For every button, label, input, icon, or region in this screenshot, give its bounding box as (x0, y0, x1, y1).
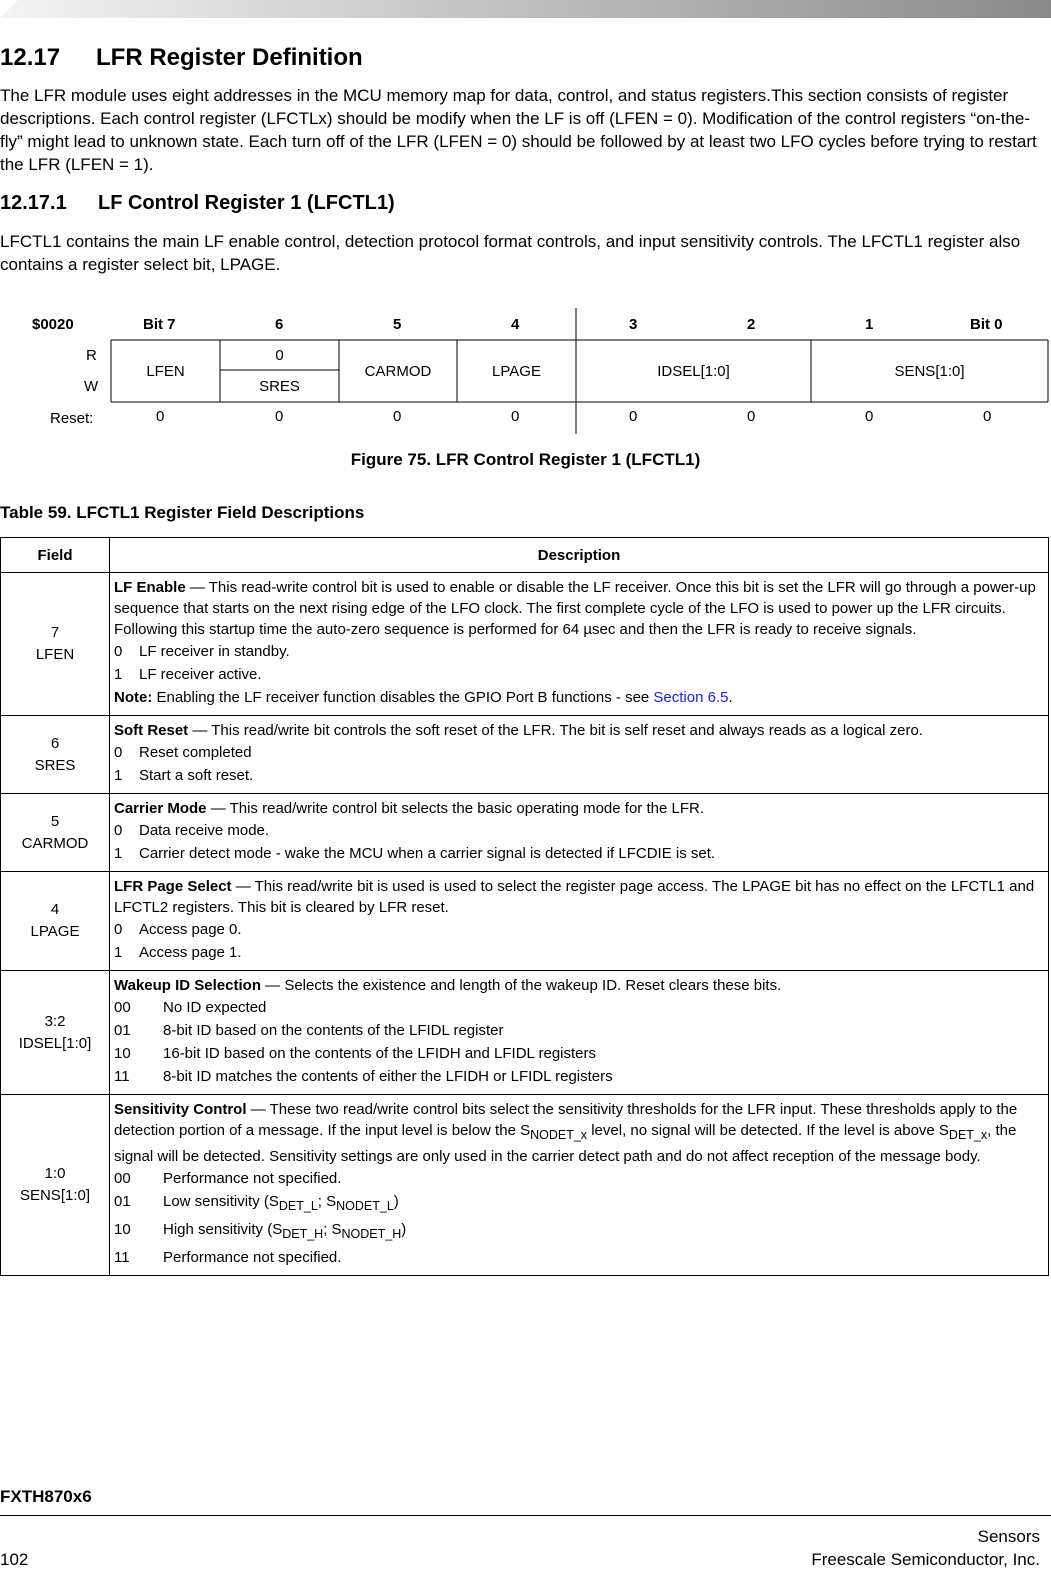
field-cell (1, 794, 110, 872)
option-item (114, 1190, 1044, 1218)
option-text: Low sensitivity ($S_{DET\_L}$; $S_{NODET\_L}$) (163, 1193, 399, 1213)
reset-bit-2: 0 (747, 408, 756, 425)
field-text: — This read/write control bit selects the basic operating mode for the LFR. (206, 800, 704, 817)
option-text: Performance not specified. (163, 1170, 342, 1187)
footer-page-number: 102 (0, 1550, 29, 1569)
section-link[interactable]: Section 6.5 (653, 689, 729, 706)
field-name: CARMOD (21, 834, 89, 852)
description-cell (110, 872, 1049, 971)
option-key: 11 (114, 1249, 130, 1266)
option-item (114, 1167, 1044, 1190)
reset-bit-1: 0 (865, 408, 874, 425)
field-text: — These two read/write control bits select the sensitivity thresholds for the LFR input. These thresholds apply to the detection portion of a message. If the input level is below the S (114, 1101, 1018, 1139)
reset-bit-4: 0 (511, 408, 520, 425)
field-text: level, no signal will be detected. If the level is above S (587, 1122, 949, 1139)
option-key: 1 (114, 845, 123, 862)
field-cell (1, 1095, 110, 1276)
field-title: Sensitivity Control (114, 1101, 247, 1118)
option-key: 10 (114, 1045, 131, 1062)
option-text: No ID expected (163, 999, 267, 1016)
option-item (114, 819, 1044, 842)
field-name: LPAGE (30, 923, 80, 940)
option-item (114, 1042, 1044, 1065)
reset-bit-0: 0 (983, 408, 992, 425)
figure-caption: Figure 75. LFR Control Register 1 (LFCTL1) (350, 450, 701, 469)
field-title: Carrier Mode (114, 800, 207, 817)
option-text: 8-bit ID based on the contents of the LFIDL register (163, 1022, 504, 1039)
description-cell (110, 794, 1049, 872)
option-key: 1 (114, 944, 123, 961)
field-cell (1, 573, 110, 716)
footer-category: Sensors (977, 1527, 1040, 1546)
option-item (114, 996, 1044, 1019)
option-item (114, 1065, 1044, 1088)
option-item (114, 741, 1044, 764)
bit-5-label: 5 (393, 316, 402, 333)
field-bit: 3:2 (44, 1012, 66, 1030)
field-text: — This read/write bit is used is used to select the register page access. The LPAGE bit has no effect on the LFCTL1 and LFCTL2 registers. This bit is cleared by LFR reset. (114, 878, 1035, 916)
footer-company: Freescale Semiconductor, Inc. (811, 1550, 1040, 1569)
description-cell (110, 573, 1049, 716)
subsection-heading: 12.17.1 LF Control Register 1 (LFCTL1) (0, 192, 395, 214)
note-end: . (728, 689, 733, 706)
subsection-paragraph: LFCTL1 contains the main LF enable control, detection protocol format controls, and input sensitivity controls. The LFCTL1 register also contains a register select bit, LPAGE. (0, 232, 1021, 274)
field-text: — This read/write bit controls the soft reset of the LFR. The bit is self reset and always reads as a logical zero. (188, 722, 923, 739)
option-text: Data receive mode. (139, 822, 270, 839)
header-bar (0, 0, 1051, 18)
field-idsel: IDSEL[1:0] (657, 362, 730, 380)
option-item (114, 842, 1044, 865)
option-key: 01 (114, 1193, 131, 1210)
reset-bit-7: 0 (156, 408, 165, 425)
option-item (114, 1246, 1044, 1269)
option-item (114, 640, 1044, 663)
option-item (114, 918, 1044, 941)
table-caption: Table 59. LFCTL1 Register Field Descriptions (0, 503, 365, 522)
option-key: 10 (114, 1221, 131, 1238)
option-key: 00 (114, 1170, 131, 1187)
option-text: Reset completed (139, 744, 252, 761)
note-text: Enabling the LF receiver function disables the GPIO Port B functions - see (152, 689, 654, 706)
bit-4-label: 4 (511, 316, 520, 333)
description-cell (110, 971, 1049, 1095)
register-address: $0020 (32, 316, 74, 333)
field-bit: 1:0 (44, 1165, 66, 1182)
field-carmod: CARMOD (364, 362, 432, 380)
reset-bit-6: 0 (275, 408, 284, 425)
option-text: LF receiver active. (139, 666, 262, 683)
field-bit: 4 (50, 901, 60, 918)
option-text: 8-bit ID matches the contents of either the LFIDH or LFIDL registers (163, 1068, 613, 1085)
table-row (1, 716, 1049, 794)
description-cell (110, 716, 1049, 794)
reset-row-label: Reset: (50, 410, 94, 427)
field-descriptions-table (0, 537, 1049, 1276)
bit-0-label: Bit 0 (970, 316, 1003, 333)
option-item (114, 941, 1044, 964)
field-lfen: LFEN (146, 362, 185, 380)
reset-bit-3: 0 (629, 408, 638, 425)
option-text: 16-bit ID based on the contents of the LFIDH and LFIDL registers (163, 1045, 597, 1062)
option-text: Access page 0. (139, 921, 242, 938)
option-key: 00 (114, 999, 131, 1016)
field-cell (1, 716, 110, 794)
field-text: — Selects the existence and length of the wakeup ID. Reset clears these bits. (260, 977, 782, 994)
field-name: SRES (34, 756, 76, 774)
field-bit: 7 (50, 624, 60, 641)
option-item (114, 1218, 1044, 1246)
subscript: DET_x (948, 1128, 988, 1142)
field-text: — This read-write control bit is used to enable or disable the LF receiver. Once this bit is set the LFR will go through a power-up sequence that starts on the next rising edge of the LFO clock. The first complete cycle of the LFO is used to power up the LFR circuits. Following this startup time the auto-zero sequence is performed for 64 µsec and then the LFR is ready to receive signals. (114, 579, 1036, 638)
field-cell (1, 971, 110, 1095)
field-bit: 6 (50, 734, 60, 752)
field-column-header: Field (1, 538, 110, 573)
option-text: Carrier detect mode - wake the MCU when a carrier signal is detected if LFCDIE is set. (139, 845, 716, 862)
bit-1-label: 1 (865, 316, 874, 333)
field-lpage: LPAGE (492, 362, 541, 380)
field-sres: SRES (259, 377, 300, 395)
option-text: Access page 1. (139, 944, 242, 961)
field-cell (1, 872, 110, 971)
bit-6-label: 6 (275, 316, 284, 333)
footer-document-title: FXTH870x6 (0, 1487, 92, 1506)
subscript: NODET_x (530, 1128, 588, 1142)
field-sens: SENS[1:0] (894, 362, 965, 380)
option-key: 0 (114, 643, 123, 660)
option-key: 1 (114, 767, 123, 784)
option-text: Performance not specified. (163, 1249, 342, 1266)
reset-bit-5: 0 (393, 408, 402, 425)
field-text: , the signal will be detected. Sensitivity settings are only used in the carrier detect path and do not affect reception of the message body. (114, 1122, 1017, 1165)
table-row (1, 872, 1049, 971)
table-row (1, 1095, 1049, 1276)
option-text: LF receiver in standby. (139, 643, 290, 660)
write-row-label: W (84, 378, 99, 395)
option-key: 11 (114, 1068, 130, 1085)
field-title: LFR Page Select (114, 878, 232, 895)
table-row (1, 573, 1049, 716)
field-name: LFEN (35, 646, 75, 663)
option-item (114, 764, 1044, 787)
field-title: LF Enable (114, 579, 186, 596)
intro-paragraph: The LFR module uses eight addresses in the MCU memory map for data, control, and status registers.This section consists of register descriptions. Each control register (LFCTLx) should be modify when the LF is off (LFEN = 0). Modification of the control registers “on-the-fly” might lead to unknown state. Each turn off of the LFR (LFEN = 0) should be followed by at least two LFO cycles before trying to restart the LFR (LFEN = 1). (0, 86, 1037, 174)
note-label: Note: (114, 689, 153, 706)
read-row-label: R (86, 347, 97, 364)
bit-2-label: 2 (747, 316, 756, 333)
option-text: High sensitivity ($S_{DET\_H}$; $S_{NODET\_H}$) (163, 1221, 407, 1241)
table-row (1, 794, 1049, 872)
section-heading: 12.17 LFR Register Definition (0, 44, 363, 71)
description-column-header: Description (110, 538, 1049, 573)
option-key: 01 (114, 1022, 131, 1039)
option-key: 1 (114, 666, 123, 683)
option-key: 0 (114, 744, 123, 761)
field-bit: 5 (50, 812, 60, 830)
bit-3-label: 3 (629, 316, 638, 333)
field-bit6-read: 0 (275, 346, 284, 364)
field-title: Soft Reset (114, 722, 189, 739)
option-text: Start a soft reset. (139, 767, 254, 784)
option-item (114, 1019, 1044, 1042)
table-row (1, 971, 1049, 1095)
description-cell (110, 1095, 1049, 1276)
register-diagram (0, 308, 1051, 438)
table-header-row (1, 538, 1049, 573)
bit-7-label: Bit 7 (143, 316, 176, 333)
footer-divider (0, 1515, 1051, 1516)
note (114, 686, 1044, 709)
option-key: 0 (114, 822, 123, 839)
field-name: IDSEL[1:0] (18, 1034, 92, 1052)
field-name: SENS[1:0] (19, 1187, 91, 1204)
option-key: 0 (114, 921, 123, 938)
field-title: Wakeup ID Selection (114, 977, 261, 994)
option-item (114, 663, 1044, 686)
